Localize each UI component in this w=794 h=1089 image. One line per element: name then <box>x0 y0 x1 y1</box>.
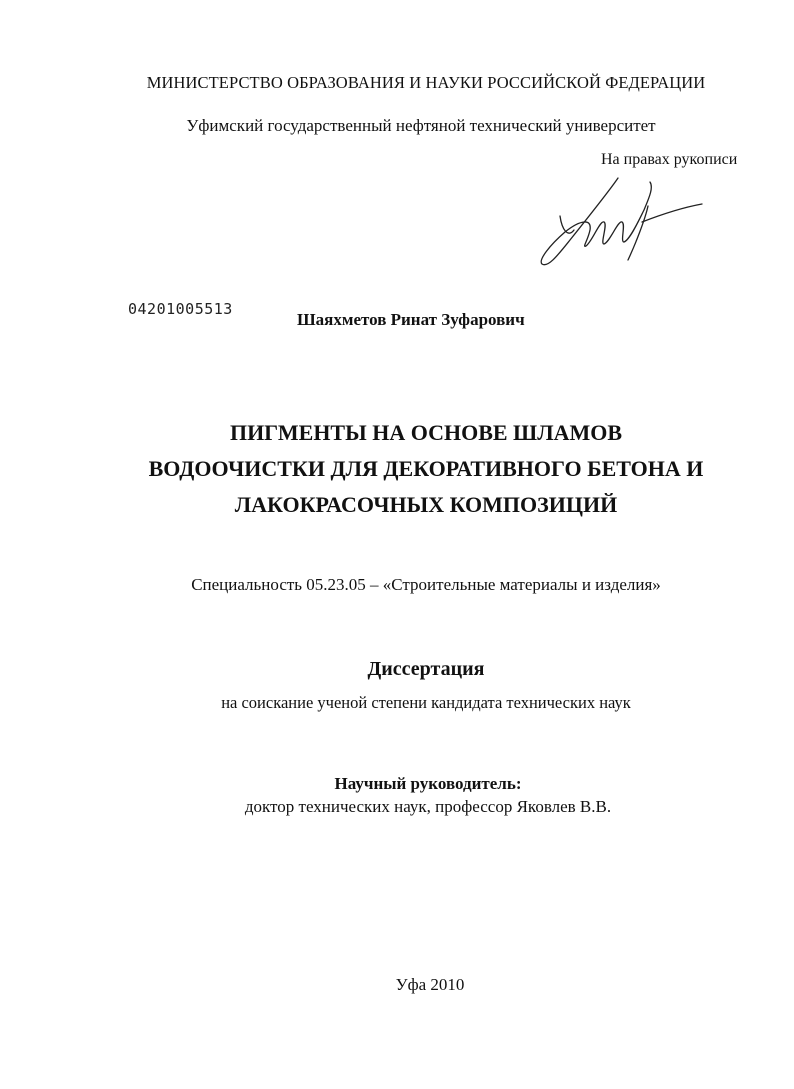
dissertation-heading: Диссертация <box>367 658 485 680</box>
advisor-label: Научный руководитель: <box>334 774 522 793</box>
title-line: ПИГМЕНТЫ НА ОСНОВЕ ШЛАМОВ <box>229 420 623 445</box>
degree-subtitle: на соискание ученой степени кандидата технических наук <box>221 693 631 712</box>
city-year: Уфа 2010 <box>395 975 465 994</box>
author-name: Шаяхметов Ринат Зуфарович <box>297 310 525 329</box>
registration-code: 04201005513 <box>128 300 233 318</box>
title-line: ВОДООЧИСТКИ ДЛЯ ДЕКОРАТИВНОГО БЕТОНА И <box>148 456 704 481</box>
ministry-heading: МИНИСТЕРСТВО ОБРАЗОВАНИЯ И НАУКИ РОССИЙСКОЙ ФЕДЕРАЦИИ <box>146 73 706 92</box>
title-line: ЛАКОКРАСОЧНЫХ КОМПОЗИЦИЙ <box>234 492 618 517</box>
specialty-line: Специальность 05.23.05 – «Строительные материалы и изделия» <box>191 575 661 594</box>
advisor-name: доктор технических наук, профессор Яковлев В.В. <box>244 797 612 816</box>
handwritten-signature <box>530 160 710 275</box>
university-name: Уфимский государственный нефтяной технический университет <box>186 116 656 135</box>
manuscript-note: На правах рукописи <box>601 151 738 168</box>
dissertation-title <box>0 415 794 523</box>
